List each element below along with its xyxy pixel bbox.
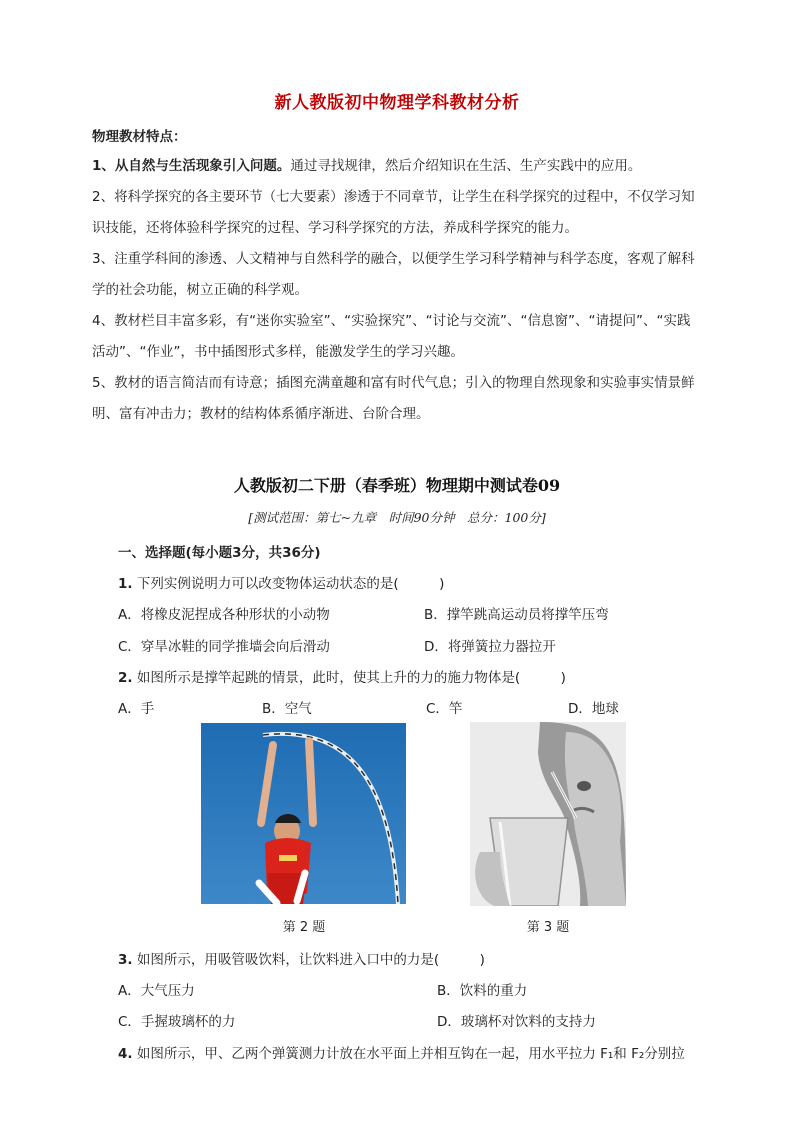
- question-3-option-d: D．玻璃杯对饮料的支持力: [437, 1014, 596, 1030]
- question-1-option-b: B．撑竿跳高运动员将撑竿压弯: [424, 607, 609, 623]
- section-heading: 一、选择题(每小题3分，共36分): [118, 545, 321, 561]
- question-3-option-a: A．大气压力: [118, 983, 195, 999]
- question-4: [118, 1042, 685, 1062]
- feature-1-lead: 1、从自然与生活现象引入问题。: [92, 158, 291, 174]
- question-3: [118, 948, 485, 968]
- feature-paragraph-4: 4、教材栏目丰富多彩，有“迷你实验室”、“实验探究”、“讨论与交流”、“信息窗”、“请提问”、“实践活动”、“作业”，书中插图形式多样，能激发学生的学习兴趣。: [92, 313, 691, 360]
- feature-paragraph-2: 2、将科学探究的各主要环节（七大要素）渗透于不同章节，让学生在科学探究的过程中，不仅学习知识技能，还将体验科学探究的过程、学习科学探究的方法，养成科学探究的能力。: [92, 189, 695, 236]
- question-1-option-c: C．穿旱冰鞋的同学推墙会向后滑动: [118, 639, 330, 655]
- feature-1-text: 通过寻找规律，然后介绍知识在生活、生产实践中的应用。: [290, 158, 642, 174]
- question-1: [118, 572, 444, 592]
- question-3-option-c: C．手握玻璃杯的力: [118, 1014, 236, 1030]
- question-3-option-b: B．饮料的重力: [437, 983, 528, 999]
- pole-vault-photo: [201, 723, 406, 904]
- question-4-number: 4.: [118, 1046, 133, 1062]
- question-2-option-c: C．竿: [426, 701, 463, 717]
- question-2-option-d: D．地球: [568, 701, 619, 717]
- figure-2-caption: 第 2 题: [282, 920, 326, 935]
- exam-subtitle: [测试范围：第七~九章 时间90分钟 总分：100分]: [248, 510, 546, 525]
- question-2-number: 2.: [118, 670, 133, 686]
- question-1-number: 1.: [118, 576, 133, 592]
- question-1-option-a: A．将橡皮泥捏成各种形状的小动物: [118, 607, 330, 623]
- question-2-text: 如图所示是撑竿起跳的情景，此时，使其上升的力的施力物体是( ): [132, 670, 566, 686]
- feature-paragraph-3: 3、注重学科间的渗透、人文精神与自然科学的融合，以便学生学习科学精神与科学态度，客观了解科学的社会功能，树立正确的科学观。: [92, 251, 695, 298]
- feature-paragraph-5: 5、教材的语言简洁而有诗意；插图充满童趣和富有时代气息；引入的物理自然现象和实验事实情景鲜明、富有冲击力；教材的结构体系循序渐进、台阶合理。: [92, 375, 695, 422]
- question-1-text: 下列实例说明力可以改变物体运动状态的是( ): [132, 576, 445, 592]
- question-3-number: 3.: [118, 952, 133, 968]
- feature-paragraph-1: [92, 151, 704, 182]
- question-4-text: 如图所示，甲、乙两个弹簧测力计放在水平面上并相互钩在一起，用水平拉力 F₁和 F₂分别拉: [132, 1046, 685, 1062]
- question-1-option-d: D．将弹簧拉力器拉开: [424, 639, 556, 655]
- exam-title: 人教版初二下册（春季班）物理期中测试卷09: [233, 476, 561, 495]
- figure-3-caption: 第 3 题: [526, 920, 570, 935]
- document-title: 新人教版初中物理学科教材分析: [274, 93, 520, 113]
- question-3-text: 如图所示，用吸管吸饮料，让饮料进入口中的力是( ): [132, 952, 485, 968]
- straw-drinking-photo: [470, 722, 626, 906]
- features-heading: 物理教材特点：: [92, 129, 187, 145]
- question-2-option-b: B．空气: [262, 701, 312, 717]
- question-2: [118, 666, 566, 686]
- question-2-option-a: A．手: [118, 701, 155, 717]
